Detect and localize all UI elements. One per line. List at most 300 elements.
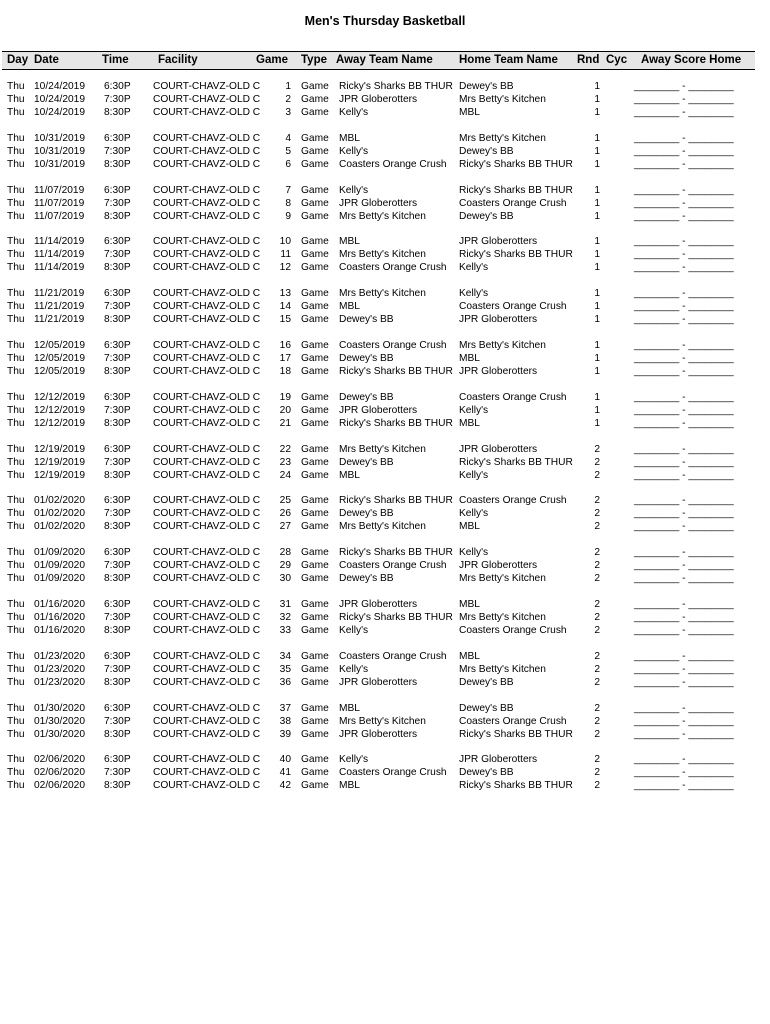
date-cell: 01/23/2020 bbox=[34, 650, 85, 662]
home-team-cell: JPR Globerotters bbox=[459, 560, 538, 572]
table-row bbox=[0, 559, 770, 572]
round-cell: 2 bbox=[594, 508, 600, 520]
table-row bbox=[0, 715, 770, 728]
home-team-cell: MBL bbox=[459, 417, 480, 429]
home-team-cell: Ricky's Sharks BB THUR bbox=[459, 249, 573, 261]
score-blank: ________ - ________ bbox=[634, 521, 734, 533]
facility-cell: COURT-CHAVZ-OLD C bbox=[153, 767, 261, 779]
score-blank: ________ - ________ bbox=[634, 81, 734, 92]
game-number-cell: 5 bbox=[285, 145, 291, 157]
schedule-table-body bbox=[0, 80, 770, 805]
round-cell: 1 bbox=[594, 145, 600, 157]
away-team-cell: Mrs Betty's Kitchen bbox=[339, 288, 426, 300]
round-cell: 2 bbox=[594, 521, 600, 533]
time-cell: 6:30P bbox=[104, 288, 131, 300]
type-cell: Game bbox=[301, 288, 329, 300]
table-row bbox=[0, 313, 770, 326]
time-cell: 7:30P bbox=[104, 94, 131, 105]
facility-cell: COURT-CHAVZ-OLD C bbox=[153, 443, 261, 455]
type-cell: Game bbox=[301, 404, 329, 416]
header-rnd: Rnd bbox=[577, 54, 600, 66]
home-team-cell: Mrs Betty's Kitchen bbox=[459, 132, 546, 144]
day-cell: Thu bbox=[7, 184, 25, 196]
time-cell: 7:30P bbox=[104, 715, 131, 727]
home-team-cell: JPR Globerotters bbox=[459, 314, 538, 326]
score-blank: ________ - ________ bbox=[634, 560, 734, 572]
facility-cell: COURT-CHAVZ-OLD C bbox=[153, 417, 261, 429]
score-blank: ________ - ________ bbox=[634, 780, 734, 792]
day-cell: Thu bbox=[7, 288, 25, 300]
home-team-cell: Kelly's bbox=[459, 469, 489, 481]
day-cell: Thu bbox=[7, 780, 25, 792]
facility-cell: COURT-CHAVZ-OLD C bbox=[153, 210, 261, 222]
date-cell: 01/30/2020 bbox=[34, 715, 85, 727]
type-cell: Game bbox=[301, 236, 329, 248]
home-team-cell: Coasters Orange Crush bbox=[459, 495, 567, 507]
score-blank: ________ - ________ bbox=[634, 107, 734, 118]
type-cell: Game bbox=[301, 107, 329, 118]
facility-cell: COURT-CHAVZ-OLD C bbox=[153, 521, 261, 533]
type-cell: Game bbox=[301, 676, 329, 688]
away-team-cell: Kelly's bbox=[339, 184, 369, 196]
day-cell: Thu bbox=[7, 547, 25, 559]
home-team-cell: Coasters Orange Crush bbox=[459, 197, 567, 209]
score-blank: ________ - ________ bbox=[634, 443, 734, 455]
date-cell: 02/06/2020 bbox=[34, 780, 85, 792]
date-cell: 10/31/2019 bbox=[34, 158, 85, 170]
facility-cell: COURT-CHAVZ-OLD C bbox=[153, 573, 261, 585]
facility-cell: COURT-CHAVZ-OLD C bbox=[153, 495, 261, 507]
day-cell: Thu bbox=[7, 197, 25, 209]
round-cell: 2 bbox=[594, 560, 600, 572]
home-team-cell: Ricky's Sharks BB THUR bbox=[459, 728, 573, 740]
table-row bbox=[0, 417, 770, 430]
day-cell: Thu bbox=[7, 573, 25, 585]
type-cell: Game bbox=[301, 469, 329, 481]
time-cell: 8:30P bbox=[104, 262, 131, 274]
time-cell: 8:30P bbox=[104, 624, 131, 636]
type-cell: Game bbox=[301, 132, 329, 144]
header-cyc: Cyc bbox=[606, 54, 628, 66]
date-cell: 01/09/2020 bbox=[34, 560, 85, 572]
round-cell: 2 bbox=[594, 573, 600, 585]
day-cell: Thu bbox=[7, 495, 25, 507]
date-cell: 11/07/2019 bbox=[34, 210, 85, 222]
day-cell: Thu bbox=[7, 676, 25, 688]
round-cell: 2 bbox=[594, 728, 600, 740]
date-cell: 11/21/2019 bbox=[34, 288, 85, 300]
score-blank: ________ - ________ bbox=[634, 728, 734, 740]
date-cell: 12/12/2019 bbox=[34, 404, 85, 416]
date-cell: 01/09/2020 bbox=[34, 573, 85, 585]
time-cell: 7:30P bbox=[104, 249, 131, 261]
day-cell: Thu bbox=[7, 521, 25, 533]
day-cell: Thu bbox=[7, 598, 25, 610]
type-cell: Game bbox=[301, 560, 329, 572]
day-cell: Thu bbox=[7, 210, 25, 222]
time-cell: 6:30P bbox=[104, 81, 131, 92]
date-cell: 11/07/2019 bbox=[34, 184, 85, 196]
time-cell: 7:30P bbox=[104, 352, 131, 364]
page-title: Men's Thursday Basketball bbox=[304, 14, 466, 28]
table-row bbox=[0, 546, 770, 559]
away-team-cell: Coasters Orange Crush bbox=[339, 767, 447, 779]
date-cell: 10/24/2019 bbox=[34, 81, 85, 92]
away-team-cell: JPR Globerotters bbox=[339, 94, 418, 105]
score-blank: ________ - ________ bbox=[634, 417, 734, 429]
table-row bbox=[0, 106, 770, 119]
type-cell: Game bbox=[301, 508, 329, 520]
game-number-cell: 23 bbox=[279, 456, 291, 468]
day-cell: Thu bbox=[7, 650, 25, 662]
date-cell: 10/24/2019 bbox=[34, 94, 85, 105]
date-cell: 12/05/2019 bbox=[34, 365, 85, 377]
away-team-cell: Ricky's Sharks BB THUR bbox=[339, 611, 453, 623]
time-cell: 6:30P bbox=[104, 391, 131, 403]
game-number-cell: 10 bbox=[279, 236, 291, 248]
header-day: Day bbox=[7, 54, 29, 66]
game-number-cell: 18 bbox=[279, 365, 291, 377]
type-cell: Game bbox=[301, 780, 329, 792]
round-cell: 1 bbox=[594, 262, 600, 274]
facility-cell: COURT-CHAVZ-OLD C bbox=[153, 469, 261, 481]
time-cell: 6:30P bbox=[104, 184, 131, 196]
table-row bbox=[0, 611, 770, 624]
round-cell: 2 bbox=[594, 611, 600, 623]
facility-cell: COURT-CHAVZ-OLD C bbox=[153, 715, 261, 727]
game-number-cell: 20 bbox=[279, 404, 291, 416]
week-group bbox=[0, 132, 770, 184]
date-cell: 01/16/2020 bbox=[34, 624, 85, 636]
day-cell: Thu bbox=[7, 314, 25, 326]
facility-cell: COURT-CHAVZ-OLD C bbox=[153, 624, 261, 636]
home-team-cell: Dewey's BB bbox=[459, 81, 514, 92]
game-number-cell: 16 bbox=[279, 339, 291, 351]
time-cell: 6:30P bbox=[104, 754, 131, 766]
game-number-cell: 34 bbox=[279, 650, 291, 662]
round-cell: 1 bbox=[594, 288, 600, 300]
score-blank: ________ - ________ bbox=[634, 495, 734, 507]
time-cell: 7:30P bbox=[104, 197, 131, 209]
type-cell: Game bbox=[301, 301, 329, 313]
time-cell: 7:30P bbox=[104, 560, 131, 572]
facility-cell: COURT-CHAVZ-OLD C bbox=[153, 339, 261, 351]
type-cell: Game bbox=[301, 702, 329, 714]
home-team-cell: Mrs Betty's Kitchen bbox=[459, 339, 546, 351]
day-cell: Thu bbox=[7, 365, 25, 377]
score-blank: ________ - ________ bbox=[634, 663, 734, 675]
score-blank: ________ - ________ bbox=[634, 676, 734, 688]
week-group bbox=[0, 80, 770, 132]
game-number-cell: 32 bbox=[279, 611, 291, 623]
time-cell: 7:30P bbox=[104, 456, 131, 468]
date-cell: 01/02/2020 bbox=[34, 521, 85, 533]
home-team-cell: JPR Globerotters bbox=[459, 365, 538, 377]
score-blank: ________ - ________ bbox=[634, 210, 734, 222]
home-team-cell: Coasters Orange Crush bbox=[459, 301, 567, 313]
date-cell: 11/07/2019 bbox=[34, 197, 85, 209]
game-number-cell: 19 bbox=[279, 391, 291, 403]
time-cell: 7:30P bbox=[104, 663, 131, 675]
table-row bbox=[0, 624, 770, 637]
day-cell: Thu bbox=[7, 611, 25, 623]
away-team-cell: Coasters Orange Crush bbox=[339, 339, 447, 351]
date-cell: 02/06/2020 bbox=[34, 767, 85, 779]
home-team-cell: Coasters Orange Crush bbox=[459, 715, 567, 727]
home-team-cell: JPR Globerotters bbox=[459, 236, 538, 248]
time-cell: 7:30P bbox=[104, 145, 131, 157]
home-team-cell: Mrs Betty's Kitchen bbox=[459, 663, 546, 675]
away-team-cell: Dewey's BB bbox=[339, 573, 394, 585]
day-cell: Thu bbox=[7, 443, 25, 455]
away-team-cell: Mrs Betty's Kitchen bbox=[339, 443, 426, 455]
game-number-cell: 3 bbox=[285, 107, 291, 118]
home-team-cell: Dewey's BB bbox=[459, 767, 514, 779]
time-cell: 6:30P bbox=[104, 702, 131, 714]
score-blank: ________ - ________ bbox=[634, 508, 734, 520]
score-blank: ________ - ________ bbox=[634, 391, 734, 403]
type-cell: Game bbox=[301, 184, 329, 196]
round-cell: 1 bbox=[594, 94, 600, 105]
score-blank: ________ - ________ bbox=[634, 158, 734, 170]
round-cell: 2 bbox=[594, 767, 600, 779]
header-type: Type bbox=[301, 54, 327, 66]
away-team-cell: Coasters Orange Crush bbox=[339, 650, 447, 662]
type-cell: Game bbox=[301, 417, 329, 429]
home-team-cell: Kelly's bbox=[459, 404, 489, 416]
day-cell: Thu bbox=[7, 81, 25, 92]
score-blank: ________ - ________ bbox=[634, 469, 734, 481]
away-team-cell: Mrs Betty's Kitchen bbox=[339, 521, 426, 533]
type-cell: Game bbox=[301, 339, 329, 351]
facility-cell: COURT-CHAVZ-OLD C bbox=[153, 301, 261, 313]
home-team-cell: Ricky's Sharks BB THUR bbox=[459, 158, 573, 170]
round-cell: 1 bbox=[594, 210, 600, 222]
header-date: Date bbox=[34, 54, 59, 66]
type-cell: Game bbox=[301, 262, 329, 274]
away-team-cell: Coasters Orange Crush bbox=[339, 262, 447, 274]
facility-cell: COURT-CHAVZ-OLD C bbox=[153, 236, 261, 248]
score-blank: ________ - ________ bbox=[634, 767, 734, 779]
score-blank: ________ - ________ bbox=[634, 754, 734, 766]
type-cell: Game bbox=[301, 754, 329, 766]
home-team-cell: Kelly's bbox=[459, 547, 489, 559]
table-row bbox=[0, 404, 770, 417]
home-team-cell: MBL bbox=[459, 598, 480, 610]
away-team-cell: Mrs Betty's Kitchen bbox=[339, 715, 426, 727]
header-home-team: Home Team Name bbox=[459, 54, 558, 66]
day-cell: Thu bbox=[7, 456, 25, 468]
facility-cell: COURT-CHAVZ-OLD C bbox=[153, 663, 261, 675]
time-cell: 8:30P bbox=[104, 728, 131, 740]
home-team-cell: Mrs Betty's Kitchen bbox=[459, 573, 546, 585]
facility-cell: COURT-CHAVZ-OLD C bbox=[153, 508, 261, 520]
table-row bbox=[0, 494, 770, 507]
facility-cell: COURT-CHAVZ-OLD C bbox=[153, 314, 261, 326]
facility-cell: COURT-CHAVZ-OLD C bbox=[153, 158, 261, 170]
game-number-cell: 21 bbox=[279, 417, 291, 429]
table-row bbox=[0, 210, 770, 223]
header-game: Game bbox=[256, 54, 288, 66]
table-row bbox=[0, 572, 770, 585]
type-cell: Game bbox=[301, 249, 329, 261]
away-team-cell: Kelly's bbox=[339, 107, 369, 118]
table-row bbox=[0, 80, 770, 93]
date-cell: 12/12/2019 bbox=[34, 417, 85, 429]
game-number-cell: 24 bbox=[279, 469, 291, 481]
day-cell: Thu bbox=[7, 767, 25, 779]
home-team-cell: Coasters Orange Crush bbox=[459, 391, 567, 403]
away-team-cell: Coasters Orange Crush bbox=[339, 560, 447, 572]
date-cell: 01/30/2020 bbox=[34, 702, 85, 714]
away-team-cell: Kelly's bbox=[339, 663, 369, 675]
header-facility: Facility bbox=[158, 54, 198, 66]
date-cell: 12/12/2019 bbox=[34, 391, 85, 403]
day-cell: Thu bbox=[7, 145, 25, 157]
score-blank: ________ - ________ bbox=[634, 352, 734, 364]
table-row bbox=[0, 728, 770, 741]
table-row bbox=[0, 663, 770, 676]
day-cell: Thu bbox=[7, 624, 25, 636]
facility-cell: COURT-CHAVZ-OLD C bbox=[153, 456, 261, 468]
score-blank: ________ - ________ bbox=[634, 288, 734, 300]
day-cell: Thu bbox=[7, 301, 25, 313]
facility-cell: COURT-CHAVZ-OLD C bbox=[153, 391, 261, 403]
table-row bbox=[0, 443, 770, 456]
home-team-cell: Kelly's bbox=[459, 262, 489, 274]
away-team-cell: JPR Globerotters bbox=[339, 404, 418, 416]
game-number-cell: 27 bbox=[279, 521, 291, 533]
table-row bbox=[0, 261, 770, 274]
date-cell: 12/19/2019 bbox=[34, 443, 85, 455]
round-cell: 2 bbox=[594, 663, 600, 675]
away-team-cell: JPR Globerotters bbox=[339, 598, 418, 610]
facility-cell: COURT-CHAVZ-OLD C bbox=[153, 560, 261, 572]
home-team-cell: Mrs Betty's Kitchen bbox=[459, 611, 546, 623]
type-cell: Game bbox=[301, 624, 329, 636]
type-cell: Game bbox=[301, 456, 329, 468]
home-team-cell: Dewey's BB bbox=[459, 676, 514, 688]
away-team-cell: Dewey's BB bbox=[339, 508, 394, 520]
away-team-cell: Ricky's Sharks BB THUR bbox=[339, 417, 453, 429]
home-team-cell: Kelly's bbox=[459, 508, 489, 520]
date-cell: 01/23/2020 bbox=[34, 676, 85, 688]
type-cell: Game bbox=[301, 158, 329, 170]
home-team-cell: MBL bbox=[459, 650, 480, 662]
game-number-cell: 14 bbox=[279, 301, 291, 313]
away-team-cell: JPR Globerotters bbox=[339, 676, 418, 688]
facility-cell: COURT-CHAVZ-OLD C bbox=[153, 184, 261, 196]
week-group bbox=[0, 235, 770, 287]
type-cell: Game bbox=[301, 663, 329, 675]
score-blank: ________ - ________ bbox=[634, 365, 734, 377]
home-team-cell: Ricky's Sharks BB THUR bbox=[459, 456, 573, 468]
round-cell: 1 bbox=[594, 417, 600, 429]
game-number-cell: 11 bbox=[280, 249, 291, 261]
week-group bbox=[0, 598, 770, 650]
round-cell: 1 bbox=[594, 249, 600, 261]
away-team-cell: Kelly's bbox=[339, 624, 369, 636]
game-number-cell: 12 bbox=[279, 262, 291, 274]
date-cell: 12/05/2019 bbox=[34, 352, 85, 364]
facility-cell: COURT-CHAVZ-OLD C bbox=[153, 650, 261, 662]
round-cell: 1 bbox=[594, 301, 600, 313]
type-cell: Game bbox=[301, 365, 329, 377]
day-cell: Thu bbox=[7, 417, 25, 429]
day-cell: Thu bbox=[7, 236, 25, 248]
score-blank: ________ - ________ bbox=[634, 650, 734, 662]
week-group bbox=[0, 443, 770, 495]
day-cell: Thu bbox=[7, 262, 25, 274]
round-cell: 2 bbox=[594, 702, 600, 714]
away-team-cell: Coasters Orange Crush bbox=[339, 158, 447, 170]
time-cell: 8:30P bbox=[104, 521, 131, 533]
round-cell: 1 bbox=[594, 184, 600, 196]
round-cell: 1 bbox=[594, 158, 600, 170]
away-team-cell: Mrs Betty's Kitchen bbox=[339, 210, 426, 222]
game-number-cell: 8 bbox=[285, 197, 291, 209]
week-group bbox=[0, 287, 770, 339]
score-blank: ________ - ________ bbox=[634, 715, 734, 727]
day-cell: Thu bbox=[7, 663, 25, 675]
round-cell: 1 bbox=[594, 81, 600, 92]
round-cell: 2 bbox=[594, 780, 600, 792]
round-cell: 1 bbox=[594, 391, 600, 403]
table-row bbox=[0, 339, 770, 352]
type-cell: Game bbox=[301, 443, 329, 455]
round-cell: 2 bbox=[594, 650, 600, 662]
day-cell: Thu bbox=[7, 94, 25, 105]
away-team-cell: Dewey's BB bbox=[339, 352, 394, 364]
game-number-cell: 31 bbox=[279, 598, 291, 610]
type-cell: Game bbox=[301, 391, 329, 403]
away-team-cell: Ricky's Sharks BB THUR bbox=[339, 365, 453, 377]
type-cell: Game bbox=[301, 573, 329, 585]
game-number-cell: 13 bbox=[279, 288, 291, 300]
game-number-cell: 35 bbox=[279, 663, 291, 675]
score-blank: ________ - ________ bbox=[634, 598, 734, 610]
game-number-cell: 15 bbox=[279, 314, 291, 326]
type-cell: Game bbox=[301, 197, 329, 209]
table-row bbox=[0, 702, 770, 715]
time-cell: 8:30P bbox=[104, 780, 131, 792]
away-team-cell: Dewey's BB bbox=[339, 456, 394, 468]
game-number-cell: 33 bbox=[279, 624, 291, 636]
time-cell: 8:30P bbox=[104, 469, 131, 481]
home-team-cell: Kelly's bbox=[459, 288, 489, 300]
week-group bbox=[0, 753, 770, 805]
away-team-cell: MBL bbox=[339, 301, 360, 313]
home-team-cell: Dewey's BB bbox=[459, 702, 514, 714]
table-row bbox=[0, 753, 770, 766]
date-cell: 11/21/2019 bbox=[34, 314, 85, 326]
facility-cell: COURT-CHAVZ-OLD C bbox=[153, 780, 261, 792]
time-cell: 8:30P bbox=[104, 676, 131, 688]
time-cell: 6:30P bbox=[104, 547, 131, 559]
time-cell: 7:30P bbox=[104, 404, 131, 416]
facility-cell: COURT-CHAVZ-OLD C bbox=[153, 611, 261, 623]
game-number-cell: 41 bbox=[279, 767, 291, 779]
round-cell: 2 bbox=[594, 456, 600, 468]
home-team-cell: MBL bbox=[459, 521, 480, 533]
day-cell: Thu bbox=[7, 158, 25, 170]
type-cell: Game bbox=[301, 650, 329, 662]
table-row bbox=[0, 598, 770, 611]
time-cell: 7:30P bbox=[104, 508, 131, 520]
round-cell: 1 bbox=[594, 132, 600, 144]
week-group bbox=[0, 702, 770, 754]
round-cell: 1 bbox=[594, 404, 600, 416]
